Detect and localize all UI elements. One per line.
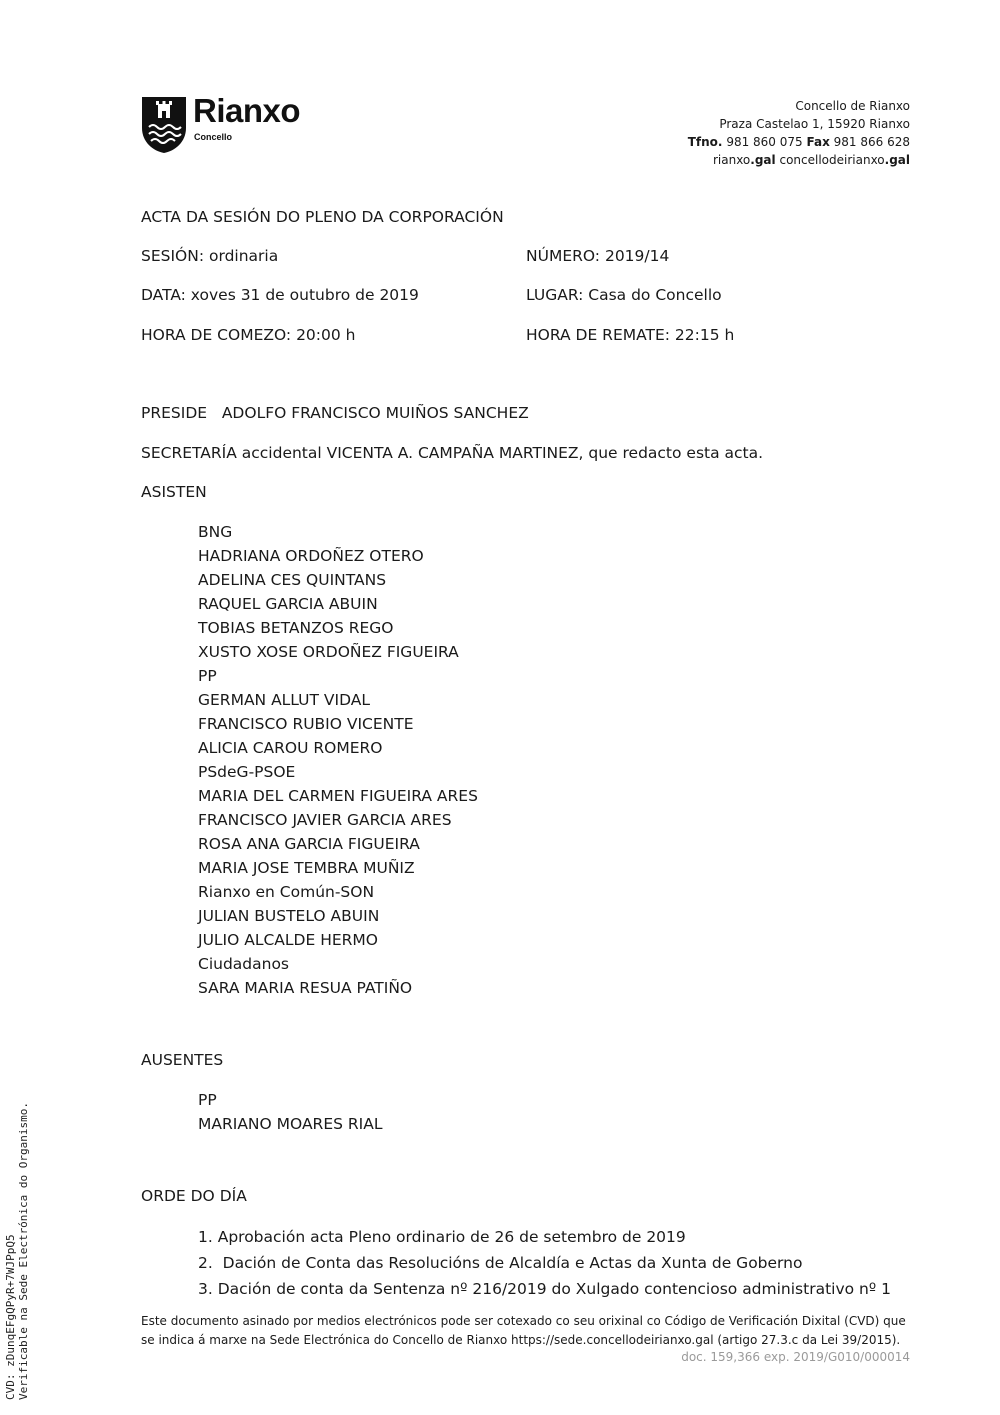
list-item: MARIANO MOARES RIAL bbox=[198, 1115, 383, 1133]
logo-name: Rianxo bbox=[193, 92, 301, 129]
phone-fax bbox=[688, 133, 910, 151]
phone-number: 981 860 075 bbox=[726, 135, 803, 149]
list-item: ROSA ANA GARCIA FIGUEIRA bbox=[198, 835, 420, 853]
agenda-item: 1. Aprobación acta Pleno ordinario de 26 de setembro de 2019 bbox=[198, 1228, 686, 1246]
address-block bbox=[688, 97, 910, 169]
attendees-list bbox=[198, 520, 478, 1000]
list-item: FRANCISCO RUBIO VICENTE bbox=[198, 715, 414, 733]
cvd-side-text bbox=[4, 1102, 30, 1400]
cvd-verification-note: Verificable na Sede Electrónica do Organismo. bbox=[17, 1101, 30, 1400]
absentees-list bbox=[198, 1088, 382, 1136]
web-link-1-tld[interactable]: .gal bbox=[750, 153, 776, 167]
list-item: Ciudadanos bbox=[198, 955, 290, 973]
document-title: ACTA DA SESIÓN DO PLENO DA CORPORACIÓN bbox=[141, 208, 504, 226]
list-item: PSdeG-PSOE bbox=[198, 763, 296, 781]
list-item: GERMAN ALLUT VIDAL bbox=[198, 691, 370, 709]
end-time: HORA DE REMATE: 22:15 h bbox=[526, 326, 735, 344]
web-links bbox=[688, 151, 910, 169]
attendees-heading: ASISTEN bbox=[141, 483, 207, 501]
cvd-code: CVD: zDunqEFgQPyR+7WJPpQ5 bbox=[4, 1234, 17, 1400]
signature-notice-line-2: se indica á marxe na Sede Electrónica do Concello de Rianxo https://sede.concellodeirianxo.gal (artigo 27.3.c da Lei 39/2015). bbox=[141, 1333, 901, 1347]
fax-label: Fax bbox=[806, 135, 830, 149]
list-item: BNG bbox=[198, 523, 233, 541]
list-item: PP bbox=[198, 1091, 217, 1109]
list-item: HADRIANA ORDOÑEZ OTERO bbox=[198, 547, 424, 565]
list-item: FRANCISCO JAVIER GARCIA ARES bbox=[198, 811, 452, 829]
list-item: RAQUEL GARCIA ABUIN bbox=[198, 595, 378, 613]
agenda-list bbox=[198, 1224, 891, 1302]
session-number: NÚMERO: 2019/14 bbox=[526, 247, 670, 265]
absentees-heading: AUSENTES bbox=[141, 1051, 224, 1069]
list-item: Rianxo en Común-SON bbox=[198, 883, 375, 901]
list-item: MARIA DEL CARMEN FIGUEIRA ARES bbox=[198, 787, 478, 805]
agenda-item: 2. Dación de Conta das Resolucións de Alcaldía e Actas da Xunta de Goberno bbox=[198, 1254, 803, 1272]
session-place: LUGAR: Casa do Concello bbox=[526, 286, 722, 304]
list-item: JULIAN BUSTELO ABUIN bbox=[198, 907, 380, 925]
list-item: SARA MARIA RESUA PATIÑO bbox=[198, 979, 413, 997]
list-item: ALICIA CAROU ROMERO bbox=[198, 739, 383, 757]
agenda-heading: ORDE DO DÍA bbox=[141, 1187, 247, 1205]
signature-notice-line-1: Este documento asinado por medios electrónicos pode ser cotexado co seu orixinal co Código de Verificación Dixital (CVD) que bbox=[141, 1314, 906, 1328]
list-item: PP bbox=[198, 667, 217, 685]
president: PRESIDE ADOLFO FRANCISCO MUIÑOS SANCHEZ bbox=[141, 404, 529, 422]
logo-subtitle: Concello bbox=[194, 132, 233, 142]
signature-notice bbox=[141, 1312, 921, 1350]
concello-logo bbox=[141, 92, 351, 154]
coat-of-arms-icon bbox=[141, 96, 187, 154]
start-time: HORA DE COMEZO: 20:00 h bbox=[141, 326, 356, 344]
street-address: Praza Castelao 1, 15920 Rianxo bbox=[719, 117, 910, 131]
web-link-2[interactable]: concellodeirianxo bbox=[779, 153, 885, 167]
document-reference: doc. 159,366 exp. 2019/G010/000014 bbox=[681, 1350, 910, 1364]
list-item: TOBIAS BETANZOS REGO bbox=[198, 619, 394, 637]
agenda-item: 3. Dación de conta da Sentenza nº 216/2019 do Xulgado contencioso administrativo nº 1 bbox=[198, 1280, 891, 1298]
list-item: JULIO ALCALDE HERMO bbox=[198, 931, 378, 949]
phone-label: Tfno. bbox=[687, 135, 723, 149]
list-item: XUSTO XOSE ORDOÑEZ FIGUEIRA bbox=[198, 643, 459, 661]
session-type: SESIÓN: ordinaria bbox=[141, 247, 279, 265]
session-date: DATA: xoves 31 de outubro de 2019 bbox=[141, 286, 419, 304]
list-item: MARIA JOSE TEMBRA MUÑIZ bbox=[198, 859, 415, 877]
list-item: ADELINA CES QUINTANS bbox=[198, 571, 387, 589]
org-name: Concello de Rianxo bbox=[795, 99, 910, 113]
fax-number: 981 866 628 bbox=[833, 135, 910, 149]
secretary: SECRETARÍA accidental VICENTA A. CAMPAÑA MARTINEZ, que redacto esta acta. bbox=[141, 444, 764, 462]
web-link-1[interactable]: rianxo bbox=[712, 153, 751, 167]
web-link-2-tld[interactable]: .gal bbox=[884, 153, 910, 167]
